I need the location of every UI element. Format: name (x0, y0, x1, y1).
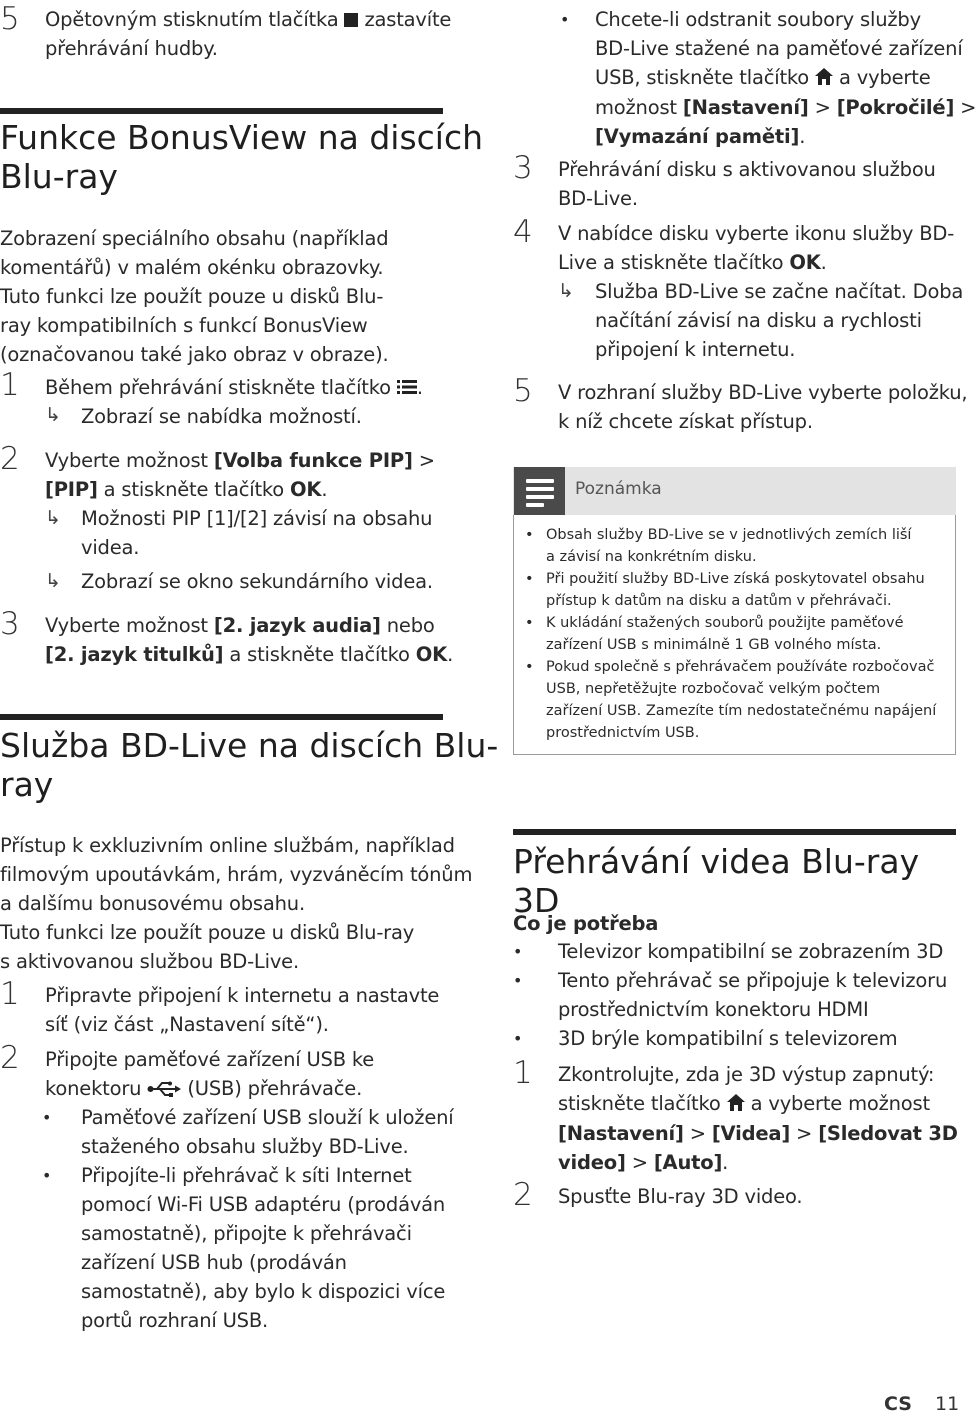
step-number: 4 (513, 214, 533, 250)
language-code: CS (884, 1393, 912, 1415)
bullet-marker: • (42, 1108, 52, 1127)
result-arrow-icon: ↳ (558, 280, 574, 302)
usb-icon (147, 1076, 181, 1105)
note-list (525, 524, 937, 744)
step-number: 5 (513, 373, 533, 409)
step-text: Připojte paměťové zařízení USB ke konektoru (USB) přehrávače. (45, 1045, 374, 1105)
bullet-marker: • (513, 942, 523, 961)
bullet-item: 3D brýle kompatibilní s televizorem (558, 1027, 898, 1050)
step-number: 1 (0, 976, 20, 1012)
section-title: Služba BD-Live na discích Blu- (0, 726, 499, 765)
result-arrow-icon: ↳ (45, 507, 61, 529)
step-number: 1 (513, 1055, 533, 1091)
stop-icon (344, 13, 358, 27)
section-rule (0, 714, 443, 720)
step-number: 3 (513, 150, 533, 186)
note-item: • K ukládání stažených souborů použijte paměťové zařízení USB s minimálně 1 GB volného místa. (525, 615, 904, 653)
step-text: V rozhraní služby BD-Live vyberte položku, k níž chcete získat přístup. (558, 381, 968, 433)
bullet-item: Připojíte-li přehrávač k síti Internet pomocí Wi-Fi USB adaptéru (prodáván samostatně), připojte k přehrávači zařízení USB hub (prodáván samostatně), aby bylo k dispozici více portů rozhraní USB. (81, 1164, 446, 1332)
bullet-item: Chcete-li odstranit soubory služby BD-Live stažené na paměťové zařízení USB, stiskněte tlačítko a vyberte možnost [Nastavení] > [Pokročilé] > [Vymazání paměti]. (595, 8, 976, 148)
step-text: Spusťte Blu-ray 3D video. (558, 1185, 803, 1208)
page-number: 11 (935, 1393, 960, 1415)
step-text: V nabídce disku vyberte ikonu služby BD- Live a stiskněte tlačítko OK. (558, 222, 955, 274)
result-arrow-icon: ↳ (45, 404, 61, 426)
note-icon (514, 467, 565, 515)
step-number: 3 (0, 606, 20, 642)
bullet-item: Paměťové zařízení USB slouží k uložení staženého obsahu služby BD-Live. (81, 1106, 454, 1158)
section-rule (513, 829, 956, 835)
step-text-cont: přehrávání hudby. (45, 37, 218, 60)
step-result: Zobrazí se nabídka možností. (81, 405, 362, 428)
step-result: Možnosti PIP [1]/[2] závisí na obsahu videa. (81, 507, 433, 559)
bullet-marker: • (513, 971, 523, 990)
section-intro: Zobrazení speciálního obsahu (například komentářů) v malém okénku obrazovky. Tuto funkci lze použít pouze u disků Blu- ray kompatibilních s funkcí BonusView (označovanou také jako obraz v obraze). (0, 227, 389, 366)
step-number: 1 (0, 367, 20, 403)
bullet-item: Tento přehrávač se připojuje k televizoru prostřednictvím konektoru HDMI (558, 969, 948, 1021)
section-title: Přehrávání videa Blu-ray 3D (513, 842, 920, 920)
step-text-cont: [PIP] a stiskněte tlačítko OK. (45, 478, 328, 501)
section-title-cont: ray (0, 765, 54, 804)
section-intro: Přístup k exkluzivním online službám, například filmovým upoutávkám, hrám, vyzváněcím tónům a dalšímu bonusovému obsahu. Tuto funkci lze použít pouze u disků Blu-ray s aktivovanou službou BD-Live. (0, 834, 473, 973)
step-result: Zobrazí se okno sekundárního videa. (81, 570, 433, 593)
bullet-marker: • (513, 1029, 523, 1048)
step-text: Vyberte možnost [2. jazyk audia] nebo (45, 614, 435, 637)
note-item: • Při použití služby BD-Live získá poskytovatel obsahu přístup k datům na disku a datům v přehrávači. (525, 571, 925, 609)
step-text-cont: [2. jazyk titulků] a stiskněte tlačítko OK. (45, 643, 454, 666)
step-text: Připravte připojení k internetu a nastavte síť (viz část „Nastavení sítě“). (45, 984, 440, 1036)
step-text: Během přehrávání stiskněte tlačítko . (45, 373, 423, 403)
step-text: Opětovným stisknutím tlačítka zastavíte (45, 8, 452, 31)
step-number: 2 (513, 1177, 533, 1213)
step-text: Zkontrolujte, zda je 3D výstup zapnutý: stiskněte tlačítko a vyberte možnost [Nastavení] > [Videa] > [Sledovat 3D video] > [Auto]. (558, 1063, 958, 1174)
note-item: • Pokud společně s přehrávačem používáte rozbočovač USB, nepřetěžujte rozbočovač velkým počtem zařízení USB. Zamezíte tím nedostatečnému napájení prostřednictvím USB. (525, 659, 937, 741)
step-number: 2 (0, 1040, 20, 1076)
step-text: Přehrávání disku s aktivovanou službou BD-Live. (558, 158, 936, 210)
section-title-cont: Blu-ray (0, 157, 118, 196)
step-text: Vyberte možnost [Volba funkce PIP] > (45, 449, 435, 472)
home-icon (815, 64, 833, 93)
options-menu-icon (397, 374, 417, 403)
bullet-marker: • (42, 1166, 52, 1185)
bullet-marker: • (560, 10, 570, 29)
step-result: Služba BD-Live se začne načítat. Doba načítání závisí na disku a rychlosti připojení k internetu. (595, 280, 964, 361)
section-rule (0, 108, 443, 114)
home-icon (727, 1090, 745, 1119)
bullet-item: Televizor kompatibilní se zobrazením 3D (558, 940, 944, 963)
note-title: Poznámka (575, 479, 662, 499)
step-number: 2 (0, 441, 20, 477)
section-title: Funkce BonusView na discích (0, 118, 484, 157)
subheading: Co je potřeba (513, 912, 659, 935)
step-number: 5 (0, 1, 20, 37)
note-item: • Obsah služby BD-Live se v jednotlivých zemích liší a závisí na konkrétním disku. (525, 527, 912, 565)
result-arrow-icon: ↳ (45, 570, 61, 592)
